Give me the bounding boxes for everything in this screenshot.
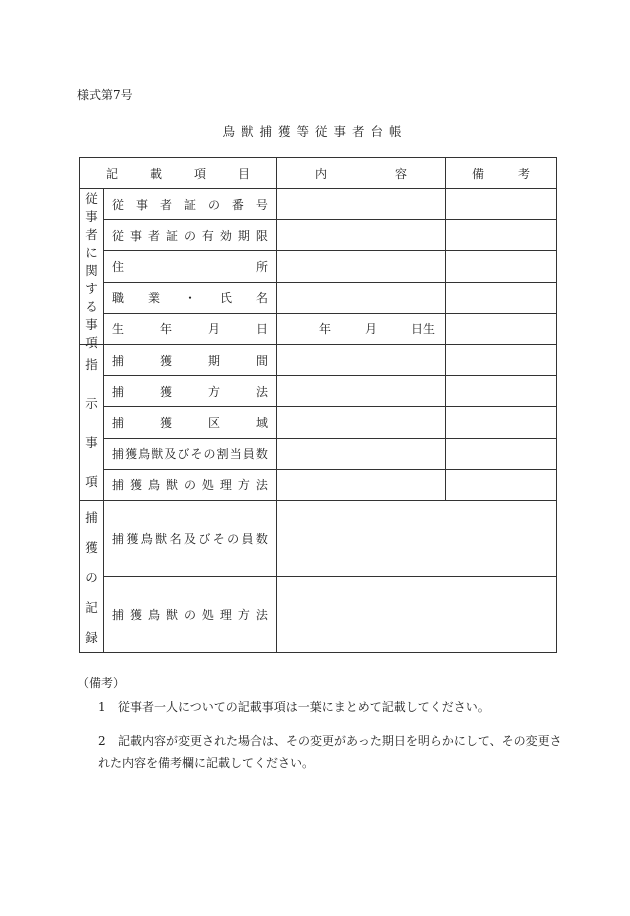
group-label-char: 事 — [85, 317, 98, 332]
group-label-char: 事 — [85, 434, 98, 450]
remarks-cell[interactable] — [446, 438, 557, 469]
group-label-char: 獲 — [85, 539, 98, 555]
birthdate-label — [277, 320, 445, 337]
item-cell — [104, 282, 277, 313]
item-label — [104, 320, 276, 337]
table-row — [80, 251, 557, 282]
group-label-char: 関 — [85, 263, 98, 278]
item-cell — [104, 220, 277, 251]
group-label-char: す — [85, 281, 98, 296]
item-cell — [104, 501, 277, 577]
group-label — [80, 501, 104, 653]
item-label-char: 獲 — [126, 532, 139, 546]
item-label-char: 域 — [255, 415, 268, 430]
item-label-char: 名 — [255, 291, 268, 306]
item-label-char: 獣 — [165, 608, 178, 622]
item-label-char: ・ — [183, 291, 196, 306]
item-label-char: 理 — [219, 478, 232, 493]
item-label-char: 鳥 — [147, 478, 160, 493]
item-cell — [104, 407, 277, 438]
remarks-cell[interactable] — [446, 251, 557, 282]
item-label-char: 及 — [183, 532, 196, 546]
item-label-char: 番 — [231, 197, 244, 212]
item-label-char: 方 — [237, 608, 250, 622]
note-item-2 — [77, 730, 562, 774]
table-row — [80, 345, 557, 376]
item-label-char: 法 — [255, 608, 268, 622]
item-label-char: 生 — [112, 322, 125, 337]
item-label-char: 間 — [255, 353, 268, 368]
remarks-cell[interactable] — [446, 282, 557, 313]
remarks-cell[interactable] — [446, 313, 557, 344]
header-remarks-char: 備 — [472, 166, 485, 181]
remarks-cell[interactable] — [446, 407, 557, 438]
birthdate-label-char: 日生 — [410, 322, 435, 337]
item-label-char: 年 — [159, 322, 172, 337]
item-label-char: の — [183, 228, 196, 243]
birthdate-label-char: 年 — [319, 322, 332, 337]
item-label-char: 捕 — [112, 415, 125, 430]
item-label-char: 号 — [255, 197, 268, 212]
group-label — [80, 189, 104, 350]
item-label-char: 法 — [255, 478, 268, 493]
item-label — [104, 414, 276, 431]
content-cell[interactable] — [277, 469, 446, 500]
item-label-char: 証 — [165, 228, 178, 243]
item-label-char: 捕 — [112, 353, 125, 368]
table-row — [80, 189, 557, 220]
header-remarks — [446, 165, 556, 182]
content-cell[interactable] — [277, 189, 446, 220]
item-label-char: 獲 — [129, 478, 142, 493]
item-label-char: 従 — [112, 197, 125, 212]
item-label-char: 方 — [237, 478, 250, 493]
document-title: 鳥獣捕獲等従事者台帳 — [222, 124, 408, 139]
item-label-char: の — [183, 608, 196, 622]
table-row — [80, 376, 557, 407]
item-cell — [104, 577, 277, 653]
item-label-char: 捕 — [112, 447, 125, 462]
content-cell[interactable] — [277, 577, 557, 653]
header-item-char: 記 — [106, 166, 119, 181]
item-cell — [104, 251, 277, 282]
item-label-char: び — [198, 532, 211, 546]
birthdate-label-char: 月 — [364, 322, 377, 337]
item-label-char: 獲 — [159, 384, 172, 399]
group-label-char: 指 — [85, 357, 98, 373]
content-cell[interactable] — [277, 251, 446, 282]
note-item-1 — [77, 696, 562, 718]
item-label-char: 従 — [112, 228, 125, 243]
notes-section — [77, 672, 562, 774]
item-label-char: 職 — [112, 291, 125, 306]
item-label-char: 氏 — [219, 291, 232, 306]
header-remarks-char: 考 — [517, 166, 530, 181]
item-cell — [104, 345, 277, 376]
table-row — [80, 438, 557, 469]
item-label-char: 数 — [255, 447, 268, 462]
item-label-char: そ — [190, 447, 203, 462]
remarks-cell[interactable] — [446, 376, 557, 407]
item-label — [104, 227, 276, 244]
header-row — [80, 158, 557, 189]
item-label-char: 有 — [201, 228, 214, 243]
item-label-char: 獲 — [129, 608, 142, 622]
group-label-char: 従 — [85, 191, 98, 206]
group-label-char: 録 — [85, 629, 98, 645]
item-cell — [104, 438, 277, 469]
header-content-char: 内 — [315, 166, 328, 181]
content-cell[interactable] — [277, 220, 446, 251]
group-label-char: 事 — [85, 209, 98, 224]
item-label-char: 処 — [201, 608, 214, 622]
item-label-char: 住 — [112, 259, 125, 274]
item-label-char: 事 — [135, 197, 148, 212]
content-cell[interactable] — [277, 313, 446, 344]
item-label-char: の — [183, 478, 196, 493]
group-label-char: 項 — [85, 335, 98, 350]
item-label-char: 捕 — [112, 532, 125, 546]
item-label — [104, 445, 276, 462]
content-cell[interactable] — [277, 376, 446, 407]
item-label — [104, 352, 276, 369]
item-label-char: の — [227, 532, 240, 546]
remarks-cell[interactable] — [446, 220, 557, 251]
table-row — [80, 282, 557, 313]
note-text: 従事者一人についての記載事項は一葉にまとめて記載してください。 — [118, 700, 490, 714]
item-label — [104, 196, 276, 213]
group-label-char: る — [85, 299, 98, 314]
item-label-char: 鳥 — [147, 608, 160, 622]
item-label-char: 事 — [129, 228, 142, 243]
content-cell[interactable] — [277, 438, 446, 469]
note-number: 1 — [98, 700, 106, 714]
item-label — [104, 530, 276, 547]
item-label-char: 方 — [207, 384, 220, 399]
item-label-char: 獣 — [165, 478, 178, 493]
item-label-char: 捕 — [112, 608, 125, 622]
item-label-char: 捕 — [112, 478, 125, 493]
item-label-char: 日 — [255, 322, 268, 337]
item-label-char: 獲 — [125, 447, 138, 462]
header-item-char: 載 — [149, 166, 162, 181]
remarks-cell[interactable] — [446, 189, 557, 220]
table-row — [80, 407, 557, 438]
note-text-line1: 記載内容が変更された場合は、その変更があった期日を明らかにして、その変更さ — [118, 734, 562, 748]
group-label-char: の — [85, 569, 98, 585]
header-item-char: 項 — [193, 166, 206, 181]
item-label-char: の — [203, 447, 216, 462]
item-label-char: そ — [212, 532, 225, 546]
item-label-char: の — [207, 197, 220, 212]
item-label-char: 獣 — [151, 447, 164, 462]
content-cell[interactable] — [277, 407, 446, 438]
group-label-char: 示 — [85, 396, 98, 412]
item-label — [104, 258, 276, 275]
item-label — [104, 606, 276, 623]
item-label-char: 獣 — [155, 532, 168, 546]
item-label-char: 業 — [147, 291, 160, 306]
item-label-char: 証 — [183, 197, 196, 212]
item-cell — [104, 189, 277, 220]
table-row — [80, 501, 557, 577]
item-label-char: 名 — [169, 532, 182, 546]
group-label-char: 捕 — [85, 509, 98, 525]
item-label-char: 割 — [216, 447, 229, 462]
header-content-char: 容 — [394, 166, 407, 181]
item-label-char: 処 — [201, 478, 214, 493]
note-number: 2 — [98, 734, 106, 748]
table-row — [80, 577, 557, 653]
header-item — [80, 165, 276, 182]
item-label-char: 員 — [242, 447, 255, 462]
group-label — [80, 345, 104, 501]
item-label-char: 月 — [207, 322, 220, 337]
item-label-char: 所 — [255, 259, 268, 274]
item-cell — [104, 376, 277, 407]
note-text-line2: れた内容を備考欄に記載してください。 — [98, 756, 315, 770]
header-content — [277, 165, 445, 182]
item-label-char: 期 — [237, 228, 250, 243]
item-label-char: 数 — [255, 532, 268, 546]
item-cell — [104, 469, 277, 500]
item-label-char: 当 — [229, 447, 242, 462]
item-label-char: 獲 — [159, 415, 172, 430]
group-label-char: 者 — [85, 227, 98, 242]
item-label-char: 期 — [207, 353, 220, 368]
notes-heading: （備考） — [77, 676, 126, 690]
item-label-char: 捕 — [112, 384, 125, 399]
item-label-char: 者 — [147, 228, 160, 243]
item-label — [104, 383, 276, 400]
item-label-char: 理 — [219, 608, 232, 622]
item-label — [104, 476, 276, 493]
item-label-char: 効 — [219, 228, 232, 243]
content-cell[interactable] — [277, 501, 557, 577]
item-label-char: 限 — [255, 228, 268, 243]
item-label — [104, 289, 276, 306]
item-label-char: 員 — [241, 532, 254, 546]
item-cell — [104, 313, 277, 344]
group-label-char: 記 — [85, 599, 98, 615]
header-item-char: 目 — [237, 166, 250, 181]
item-label-char: び — [177, 447, 190, 462]
item-label-char: 法 — [255, 384, 268, 399]
item-label-char: 者 — [159, 197, 172, 212]
remarks-cell[interactable] — [446, 345, 557, 376]
item-label-char: 鳥 — [138, 447, 151, 462]
item-label-char: 獲 — [159, 353, 172, 368]
group-label-char: に — [85, 245, 98, 260]
table-row — [80, 313, 557, 344]
content-cell[interactable] — [277, 345, 446, 376]
table-row — [80, 220, 557, 251]
item-label-char: 及 — [164, 447, 177, 462]
item-label-char: 区 — [207, 415, 220, 430]
content-cell[interactable] — [277, 282, 446, 313]
ledger-table — [79, 157, 557, 653]
table-row — [80, 469, 557, 500]
remarks-cell[interactable] — [446, 469, 557, 500]
item-label-char: 鳥 — [140, 532, 153, 546]
group-label-char: 項 — [85, 473, 98, 489]
form-number: 様式第7号 — [77, 88, 133, 102]
